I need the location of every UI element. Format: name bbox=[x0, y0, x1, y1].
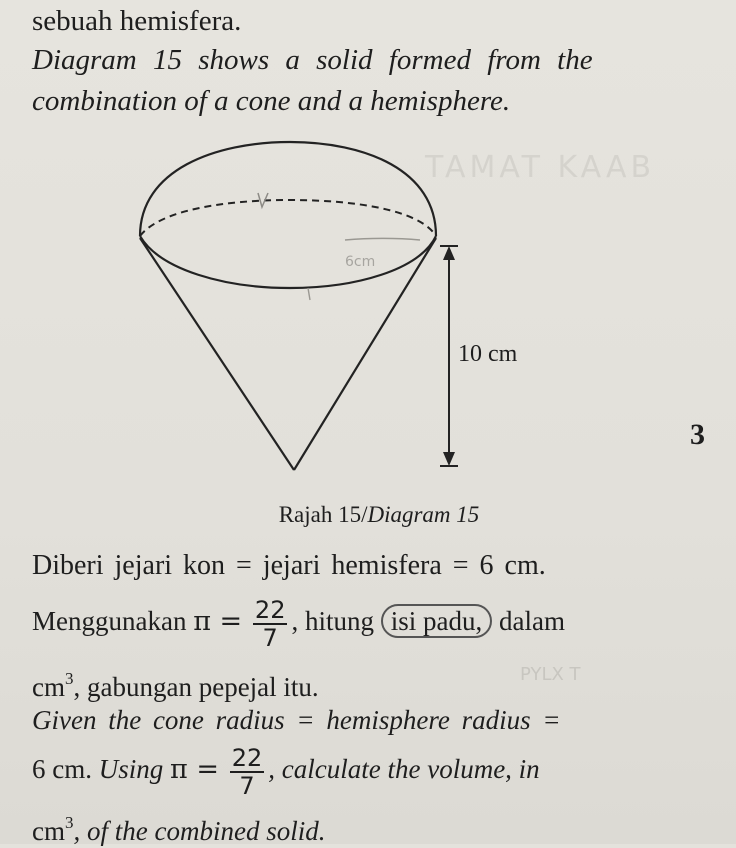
height-arrow-bottom bbox=[443, 452, 455, 466]
using-pi-english: 6 cm. Using π = $\frac{22}{7}$ , calculate the volume, in bbox=[32, 744, 540, 800]
given-malay: Diberi jejari kon = jejari hemisfera = 6 cm. bbox=[32, 550, 546, 581]
intro-line-1: sebuah hemisfera. bbox=[32, 5, 242, 37]
hemisphere-dome bbox=[140, 142, 436, 236]
fraction-22-over-7-en: $\frac{22}{7}$ bbox=[231, 744, 263, 800]
height-arrow-top bbox=[443, 246, 455, 260]
unit-line-english: $cm^3$, of the combined solid. bbox=[32, 813, 326, 846]
rim-front bbox=[140, 236, 436, 288]
rim-back-dashed bbox=[140, 200, 436, 236]
show-through-text: TAMAT KAAB bbox=[425, 150, 656, 185]
intro-line-3: combination of a cone and a hemisphere. bbox=[32, 85, 511, 117]
cone-left-side bbox=[140, 238, 294, 470]
unit-line-malay: $cm^3$, gabungan pepejal itu. bbox=[32, 669, 319, 702]
using-pi-malay: Menggunakan π = $\frac{22}{7}$ , hitung isi padu, dalam bbox=[32, 596, 565, 652]
fraction-22-over-7: $\frac{22}{7}$ bbox=[254, 596, 286, 652]
intro-line-2: Diagram 15 shows a solid formed from the bbox=[32, 44, 593, 76]
pencil-scribble: PYLX T bbox=[520, 664, 581, 685]
caption-english: Diagram 15 bbox=[367, 502, 480, 527]
given-english: Given the cone radius = hemisphere radius = bbox=[32, 705, 561, 735]
height-label: 10 cm bbox=[458, 341, 518, 367]
pencil-mark-cone bbox=[308, 288, 310, 300]
cone-right-side bbox=[294, 238, 436, 470]
caption-malay: Rajah 15/ bbox=[278, 502, 368, 527]
pencil-underline bbox=[345, 239, 420, 241]
circled-volume-word: isi padu, bbox=[381, 604, 493, 638]
diagram-caption bbox=[0, 502, 736, 528]
pencil-mark-6cm: 6cm bbox=[345, 254, 376, 270]
marks-label: 3 bbox=[690, 418, 705, 451]
